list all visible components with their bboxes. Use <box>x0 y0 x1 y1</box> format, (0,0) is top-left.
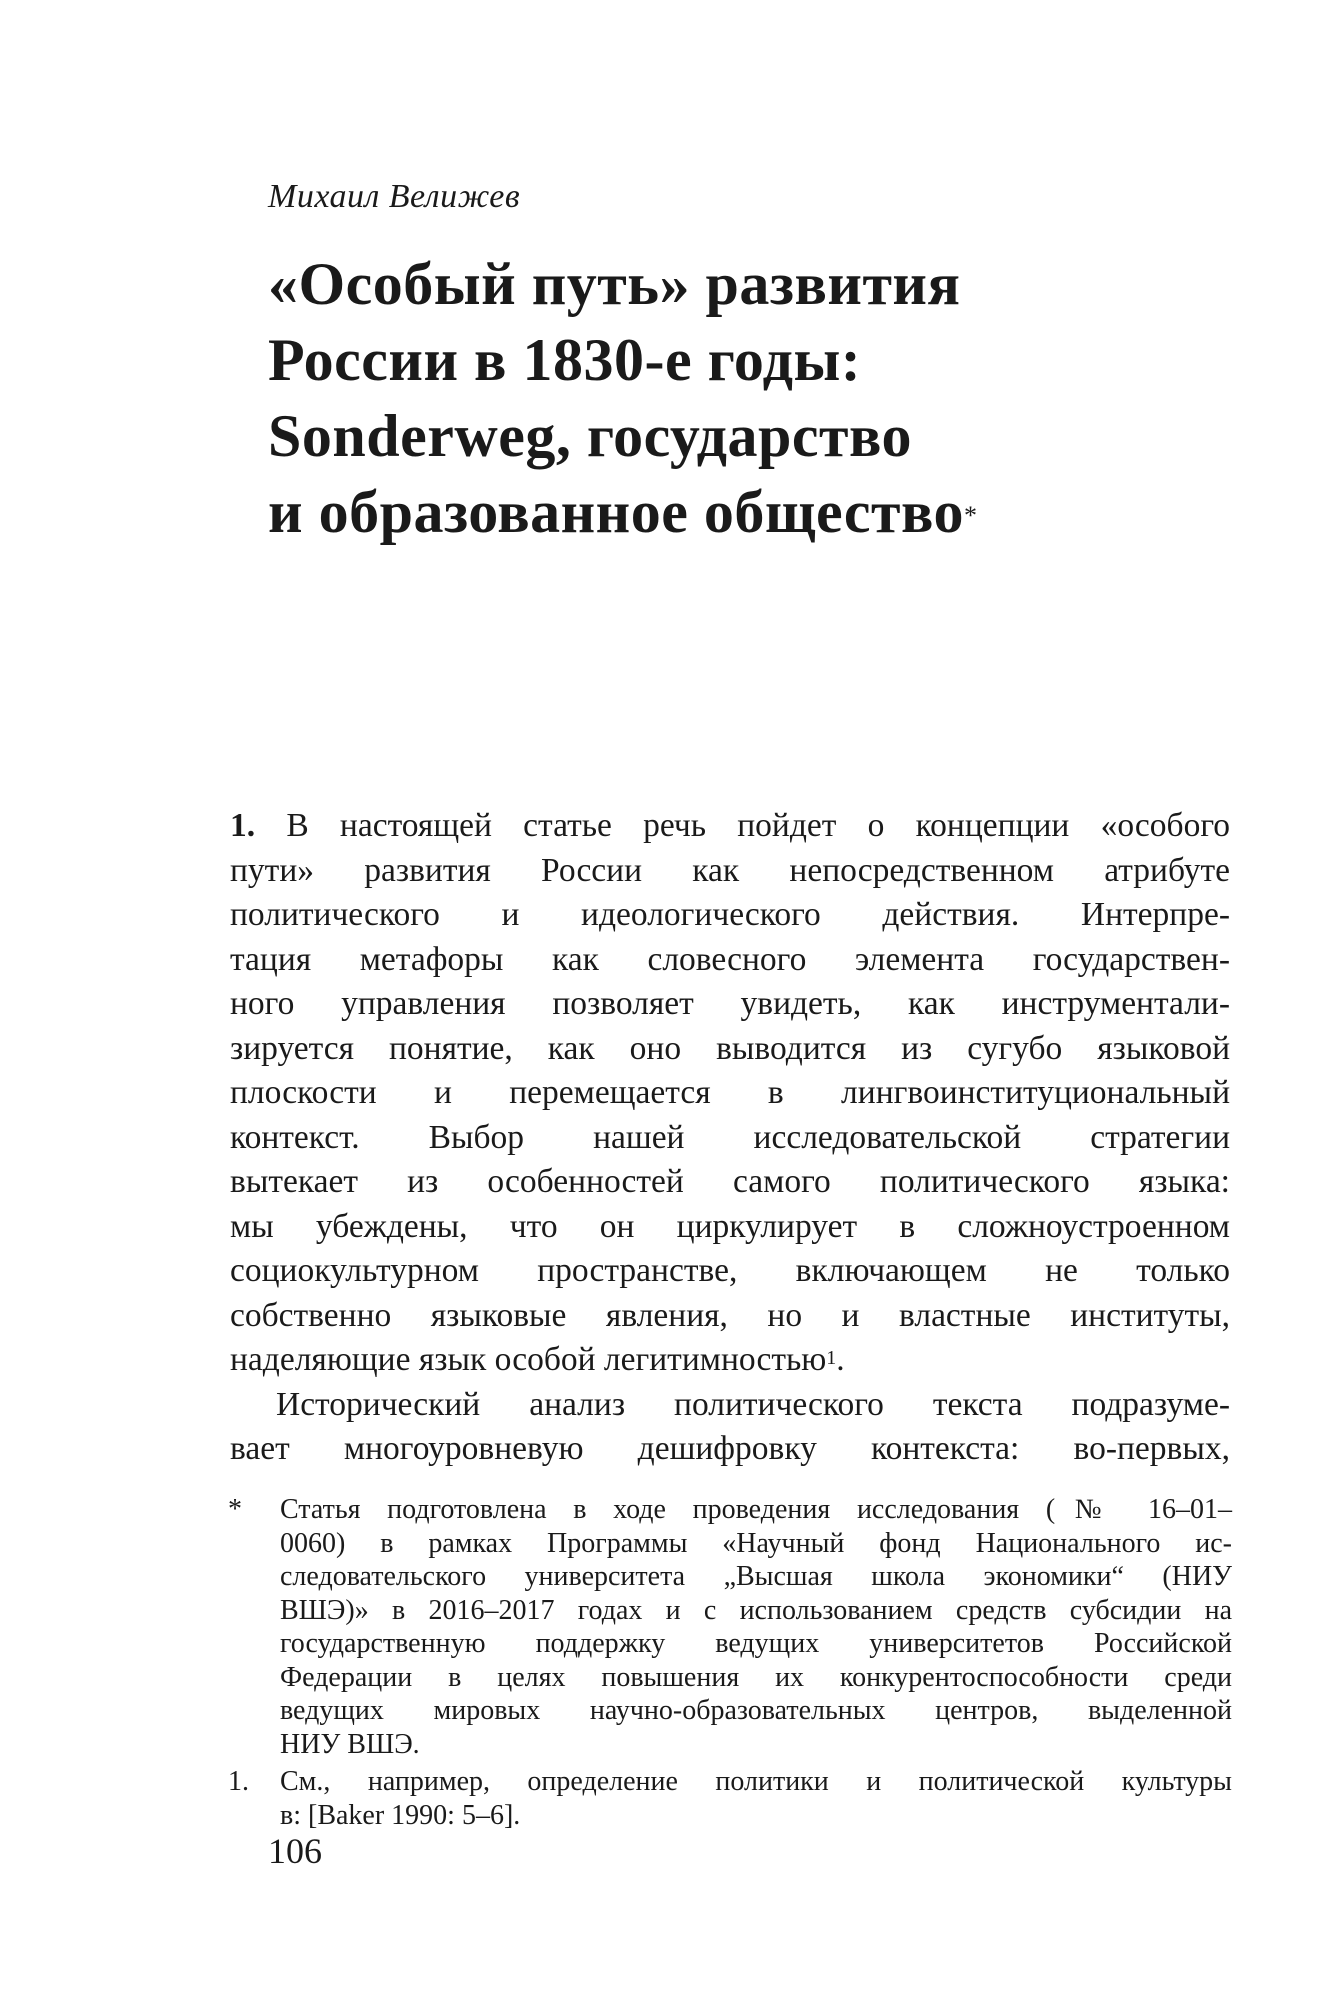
body-line <box>230 804 1230 849</box>
footnote-mark: * <box>228 1494 242 1525</box>
body-line: контекст. Выбор нашей исследовательской стратегии <box>230 1118 1230 1156</box>
page-number: 106 <box>268 1831 322 1871</box>
body-line: пути» развития России как непосредственном атрибуте <box>230 851 1230 889</box>
footnote-line: ведущих мировых научно-образовательных центров, выделенной <box>280 1695 1232 1726</box>
body-line: социокультурном пространстве, включающем не только <box>230 1252 1230 1289</box>
footnote-line: следовательского университета „Высшая школа экономики“ (НИУ <box>280 1561 1232 1592</box>
body-line: ного управления позволяет увидеть, как инструментали- <box>230 985 1230 1022</box>
footnote <box>228 1765 1232 1832</box>
footnote-line: Статья подготовлена в ходе проведения исследования (№ 16–01– <box>280 1494 1232 1525</box>
title-line-text: и образованное общество <box>268 479 964 545</box>
title-footnote-mark: * <box>964 501 978 530</box>
footnotes <box>228 1493 1232 1836</box>
body-line: плоскости и перемещается в лингвоинституциональный <box>230 1074 1230 1111</box>
footnote-line: государственную поддержку ведущих университетов Российской <box>280 1628 1232 1659</box>
footnote-ref: 1 <box>826 1347 837 1369</box>
footnote-line: ВШЭ)» в 2016–2017 годах и с использованием средств субсидии на <box>280 1594 1232 1626</box>
footnote-line: 0060) в рамках Программы «Научный фонд Национального ис- <box>280 1527 1232 1559</box>
body-line <box>230 1338 1230 1383</box>
body-line-text: В настоящей статье речь пойдет о концепции «особого <box>286 807 1230 844</box>
body-line: вает многоуровневую дешифровку контекста: во-первых, <box>230 1430 1230 1467</box>
body-line: собственно языковые явления, но и властные институты, <box>230 1296 1230 1334</box>
author-name: Михаил Велижев <box>268 178 521 215</box>
body-line: зируется понятие, как оно выводится из сугубо языковой <box>230 1029 1230 1067</box>
body-line: мы убеждены, что он циркулирует в сложноустроенном <box>230 1207 1230 1245</box>
title-line: России в 1830-е годы: <box>268 327 862 393</box>
footnote-line: в: [Baker 1990: 5–6]. <box>280 1799 521 1831</box>
body-line: тация метафоры как словесного элемента государствен- <box>230 940 1230 978</box>
footnote-line: НИУ ВШЭ. <box>280 1728 420 1760</box>
body-text <box>230 804 1230 1472</box>
body-line: вытекает из особенностей самого политического языка: <box>230 1163 1230 1200</box>
footnote-line: См., например, определение политики и политической культуры <box>280 1766 1232 1797</box>
footnote <box>228 1493 1232 1761</box>
section-number: 1. <box>230 807 256 844</box>
article-title <box>268 246 1108 550</box>
title-line <box>268 474 1108 550</box>
body-line-text: наделяющие язык особой легитимностью <box>230 1341 827 1378</box>
body-line-end: . <box>836 1341 845 1378</box>
body-line: политического и идеологического действия. Интерпре- <box>230 896 1230 933</box>
body-line: Исторический анализ политического текста подразуме- <box>276 1385 1230 1423</box>
title-line: «Особый путь» развития <box>268 251 961 317</box>
title-line: Sonderweg, государство <box>268 403 912 469</box>
footnote-mark: 1. <box>228 1766 249 1797</box>
footnote-line: Федерации в целях повышения их конкурентоспособности среди <box>280 1661 1232 1693</box>
